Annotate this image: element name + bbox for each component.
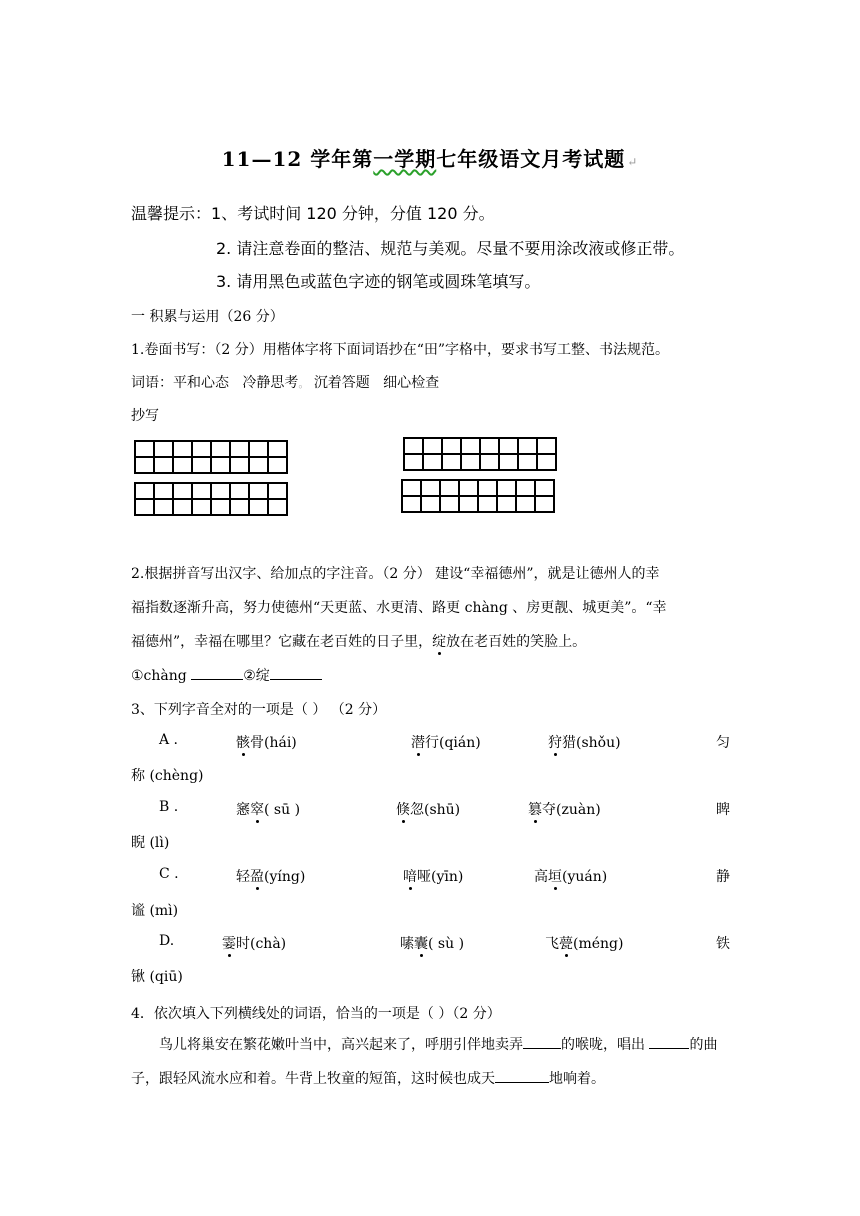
option-label[interactable]: C .	[159, 866, 179, 882]
dotted-char: 盈	[250, 869, 264, 885]
answer-2-label: ②绽	[243, 668, 270, 684]
writing-grid-4[interactable]	[401, 479, 555, 513]
dotted-char: 篡	[528, 802, 542, 818]
option-word	[545, 933, 623, 953]
question-2-line-2: 福指数逐渐升高，努力使德州“天更蓝、水更清、路更 chàng 、房更靓、城更美”。“幸	[131, 600, 667, 616]
text-segment: 夺(zuàn)	[542, 802, 601, 818]
text-segment: 轻	[236, 869, 250, 885]
dotted-char: 潜	[411, 735, 425, 751]
dotted-char: 垣	[548, 869, 562, 885]
writing-grid-3[interactable]	[403, 437, 557, 471]
title-wavy-part: 一学期	[373, 147, 437, 171]
question-1-text: 1.卷面书写：（2 分）用楷体字将下面词语抄在“田”字格中，要求书写工整、书法规范。	[131, 342, 670, 358]
text-segment: 福德州”，幸福在哪里？它藏在老百姓的日子里，	[131, 634, 433, 650]
option-word	[411, 732, 481, 752]
text-segment: 骨(hái)	[250, 735, 297, 751]
text-segment: 高	[534, 869, 548, 885]
text-segment: 忽(shū)	[410, 802, 461, 818]
text-segment: 飞	[545, 936, 559, 952]
text-segment: 窸	[236, 802, 250, 818]
dotted-char: 甍	[559, 936, 573, 952]
tip-item: 2. 请注意卷面的整洁、规范与美观。尽量不要用涂改液或修正带。	[216, 239, 685, 258]
option-word	[236, 799, 300, 819]
option-word	[403, 866, 463, 886]
option-word	[396, 799, 460, 819]
tips-line-1	[131, 201, 495, 224]
text-segment: 哑(yīn)	[417, 869, 464, 885]
title-suffix: 七年级语文月考试题	[436, 147, 626, 171]
dotted-char: 霎	[222, 936, 236, 952]
word-item: 平和心态	[173, 375, 229, 391]
text-segment: 时(chà)	[236, 936, 287, 952]
text-segment: 猎(shǒu)	[562, 735, 621, 751]
option-word-end: 睨 (lì)	[131, 835, 170, 851]
text-segment: 嗉	[400, 936, 414, 952]
option-word-start: 睥	[716, 802, 730, 818]
question-4-paragraph	[131, 1028, 731, 1096]
option-word-start: 铁	[716, 936, 730, 952]
option-word-end: 锹 (qiū)	[131, 969, 183, 985]
question-2-line-1: 2.根据拼音写出汉字、给加点的字注音。（2 分） 建设“幸福德州”，就是让德州人的幸	[131, 566, 660, 582]
dotted-char: 囊	[414, 936, 428, 952]
option-word-start: 静	[716, 869, 730, 885]
text-segment: 放在老百姓的笑脸上。	[446, 634, 587, 650]
page-title	[0, 143, 860, 172]
text-segment: (yuán)	[562, 869, 608, 885]
text-segment: (yíng)	[264, 869, 306, 885]
word-separator-dot: 。	[298, 377, 310, 390]
option-word	[548, 732, 621, 752]
text-segment: 地响着。	[549, 1071, 605, 1087]
words-label: 词语：	[131, 375, 173, 391]
option-word	[400, 933, 464, 953]
tips-label: 温馨提示：	[131, 204, 212, 223]
option-label[interactable]: D.	[159, 933, 175, 949]
text-segment: 鸟儿将巢安在繁花嫩叶当中，高兴起来了，呼朋引伴地卖弄	[159, 1037, 523, 1053]
dotted-char: 喑	[403, 869, 417, 885]
text-segment: ( sū )	[264, 802, 301, 818]
question-3-text: 3、下列字音全对的一项是（ ） （2 分）	[131, 702, 387, 718]
tip-item: 1、考试时间 120 分钟，分值 120 分。	[211, 204, 495, 223]
text-segment: 行(qián)	[425, 735, 481, 751]
return-mark: ↵	[627, 155, 639, 169]
dotted-char: 绽	[432, 634, 447, 650]
text-segment: 的喉咙，唱出	[561, 1037, 650, 1053]
question-1-words	[131, 372, 439, 392]
word-item: 沉着答题	[313, 375, 370, 391]
tip-item: 3. 请用黑色或蓝色字迹的钢笔或圆珠笔填写。	[216, 272, 541, 291]
title-prefix: 11—12 学年第	[221, 147, 374, 171]
dotted-char: 狩	[548, 735, 562, 751]
option-label[interactable]: B .	[159, 799, 179, 815]
writing-grid-1[interactable]	[134, 440, 288, 474]
word-item: 细心检查	[383, 375, 440, 391]
option-word	[534, 866, 607, 886]
option-word-end: 谧 (mì)	[131, 903, 179, 919]
writing-grid-2[interactable]	[134, 482, 288, 516]
word-item: 冷静思考	[242, 375, 299, 391]
option-word	[236, 732, 297, 752]
fill-blank-2[interactable]	[649, 1034, 689, 1049]
fill-blank-3[interactable]	[495, 1068, 549, 1083]
dotted-char: 窣	[250, 802, 264, 818]
dotted-char: 倏	[396, 802, 410, 818]
option-word	[222, 933, 286, 953]
question-2-answers	[131, 665, 322, 685]
question-2-line-3	[131, 631, 586, 651]
text-segment: (méng)	[573, 936, 624, 952]
option-word	[236, 866, 305, 886]
answer-2-blank[interactable]	[270, 665, 322, 680]
option-label[interactable]: A .	[159, 732, 179, 748]
option-word-start: 匀	[716, 735, 730, 751]
copy-label: 抄写	[131, 408, 159, 424]
question-4-text: 4．依次填入下列横线处的词语，恰当的一项是（ ）（2 分）	[131, 1006, 501, 1022]
text-segment: 的曲子，跟轻风流水应和着。牛背上牧童的短笛，这时候也成天	[131, 1037, 718, 1087]
text-segment: ( sù )	[428, 936, 465, 952]
section-heading: 一 积累与运用（26 分）	[131, 309, 284, 325]
answer-1-blank[interactable]	[191, 665, 243, 680]
fill-blank-1[interactable]	[523, 1034, 561, 1049]
dotted-char: 骸	[236, 735, 250, 751]
option-word-end: 称 (chèng)	[131, 768, 204, 784]
option-word	[528, 799, 601, 819]
answer-1-label: ①chàng	[131, 668, 187, 684]
